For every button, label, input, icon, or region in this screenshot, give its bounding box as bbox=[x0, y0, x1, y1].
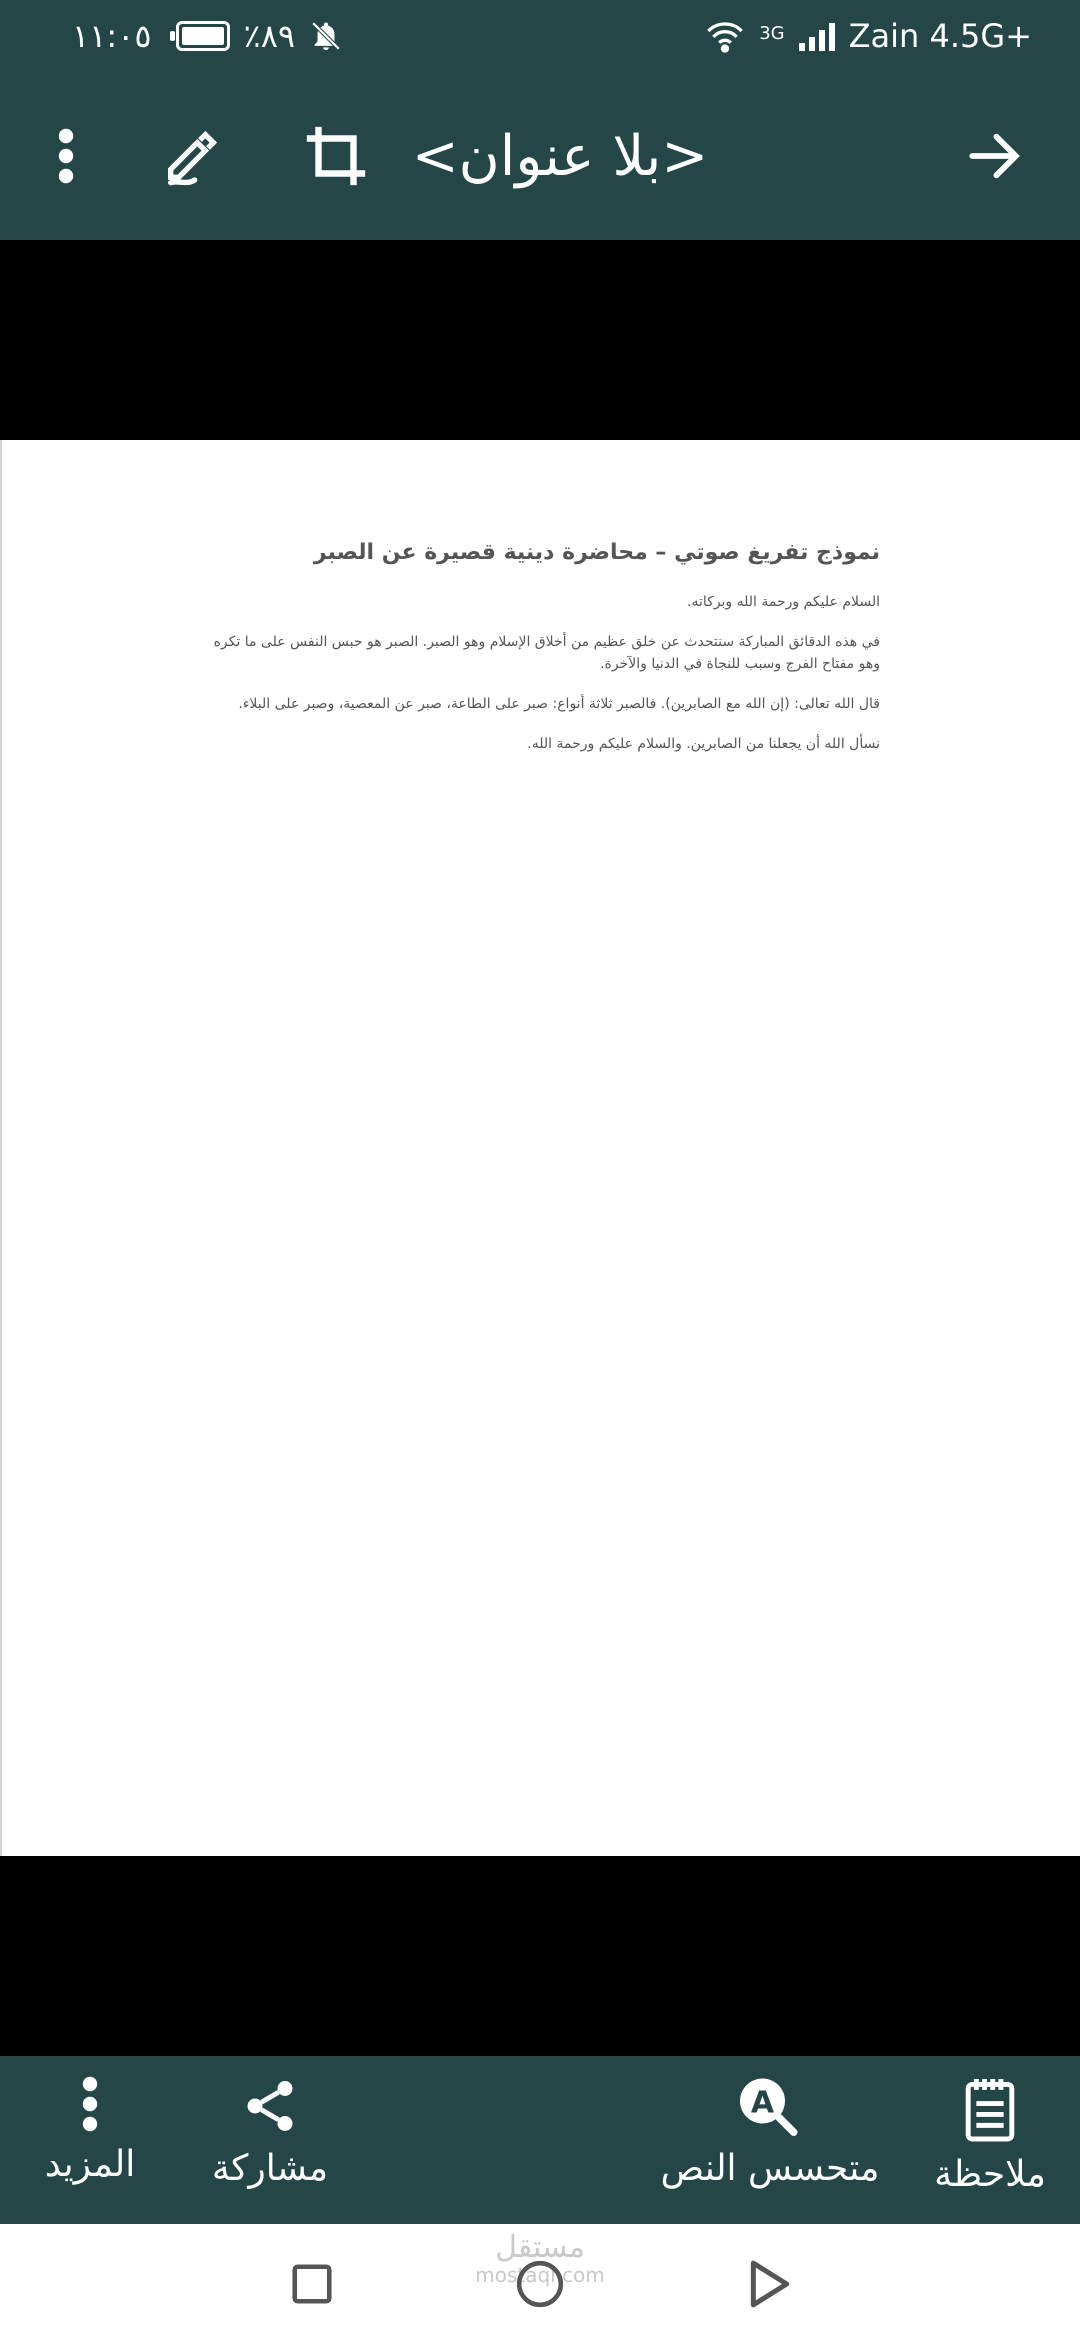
status-bar bbox=[0, 0, 1080, 72]
carrier-name: Zain 4.5G+ bbox=[848, 17, 1032, 55]
triangle-back-icon bbox=[747, 2259, 793, 2309]
clock: ١١:٠٥ bbox=[72, 17, 152, 55]
watermark-latin: mostaql.com bbox=[475, 2263, 605, 2287]
back-button[interactable] bbox=[740, 2254, 800, 2314]
edit-icon bbox=[160, 124, 224, 188]
share-button[interactable] bbox=[205, 2076, 335, 2189]
note-label: ملاحظة bbox=[934, 2154, 1046, 2195]
battery-icon bbox=[176, 21, 230, 51]
status-left bbox=[72, 17, 343, 55]
image-letterbox-bottom bbox=[0, 1856, 1080, 2056]
document-title: نموذج تفريغ صوتي – محاضرة دينية قصيرة عن الصبر bbox=[313, 540, 880, 565]
document-paragraph: نسأل الله أن يجعلنا من الصابرين. والسلام عليكم ورحمة الله. bbox=[527, 736, 880, 752]
svg-text:A: A bbox=[750, 2085, 775, 2121]
home-button[interactable] bbox=[510, 2254, 570, 2314]
document-image[interactable] bbox=[0, 440, 1080, 1856]
app-bar bbox=[0, 72, 1080, 240]
image-letterbox-top bbox=[0, 240, 1080, 440]
text-search-icon bbox=[732, 2076, 808, 2136]
edit-button[interactable] bbox=[152, 116, 232, 196]
document-paragraph: السلام عليكم ورحمة الله وبركاته. bbox=[687, 594, 880, 610]
battery-level: ٪٨٩ bbox=[243, 17, 296, 55]
more-options-button[interactable] bbox=[26, 116, 106, 196]
watermark-arabic: مستقل bbox=[495, 2230, 585, 2265]
forward-button[interactable] bbox=[954, 116, 1034, 196]
text-scanner-label: متحسس النص bbox=[660, 2148, 880, 2189]
bottom-action-bar bbox=[0, 2056, 1080, 2224]
document-paragraph: قال الله تعالى: (إن الله مع الصابرين). فالصبر ثلاثة أنواع: صبر على الطاعة، صبر عن المعصية، وصبر على البلاء. bbox=[238, 696, 880, 712]
document-paragraph: في هذه الدقائق المباركة سنتحدث عن خلق عظيم من أخلاق الإسلام وهو الصبر. الصبر هو حبس النفس على ما تكره وهو مفتاح الفرج وسبب للنجاة في الدنيا والآخرة. bbox=[213, 634, 880, 672]
square-icon bbox=[289, 2261, 335, 2307]
circle-icon bbox=[515, 2259, 565, 2309]
network-type: 3G bbox=[759, 23, 785, 44]
note-button[interactable] bbox=[920, 2076, 1060, 2195]
share-icon bbox=[240, 2076, 300, 2136]
text-scanner-button[interactable] bbox=[650, 2076, 890, 2189]
notepad-icon bbox=[960, 2076, 1020, 2142]
crop-button[interactable] bbox=[296, 116, 376, 196]
share-label: مشاركة bbox=[211, 2148, 329, 2189]
system-nav-bar bbox=[0, 2224, 1080, 2340]
signal-icon bbox=[799, 21, 835, 51]
wifi-icon bbox=[705, 19, 745, 53]
more-vert-icon bbox=[56, 128, 76, 184]
page-title: <بلا عنوان> bbox=[411, 124, 709, 189]
recents-button[interactable] bbox=[282, 2254, 342, 2314]
crop-icon bbox=[301, 121, 371, 191]
document-content bbox=[200, 540, 880, 773]
status-right bbox=[705, 17, 1032, 55]
forward-arrow-icon bbox=[965, 127, 1023, 185]
more-label: المزيد bbox=[44, 2144, 136, 2185]
more-button[interactable] bbox=[30, 2076, 150, 2185]
bell-off-icon bbox=[309, 19, 343, 53]
more-vert-icon bbox=[80, 2076, 100, 2132]
